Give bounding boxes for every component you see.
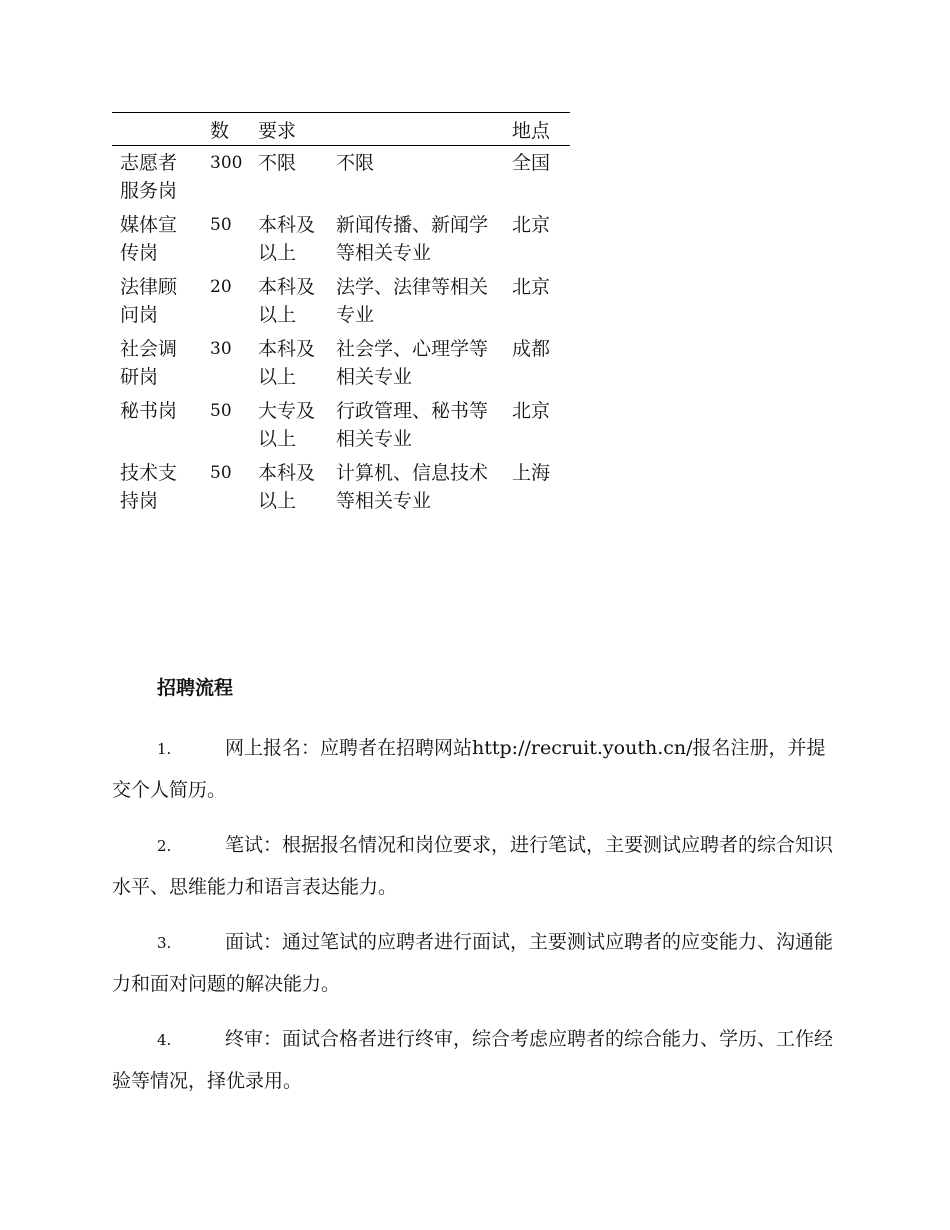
step-number: 3.	[157, 934, 172, 952]
positions-table-wrapper	[112, 112, 570, 518]
table-row	[112, 208, 570, 270]
step-text: 面试：通过笔试的应聘者进行面试，主要测试应聘者的应变能力、沟通能力和面对问题的解决能力。	[112, 931, 834, 995]
cell-location: 成都	[512, 338, 551, 360]
cell-position: 志愿者服务岗	[120, 152, 178, 202]
section-heading: 招聘流程	[157, 677, 234, 699]
header-cell-location: 地点	[512, 120, 551, 142]
cell-location: 上海	[512, 462, 551, 484]
cell-education: 本科及以上	[258, 338, 316, 388]
cell-major: 社会学、心理学等相关专业	[336, 338, 489, 388]
cell-count: 300	[210, 153, 243, 173]
cell-major: 不限	[336, 152, 375, 174]
table-header-row	[112, 113, 570, 146]
cell-position: 媒体宣传岗	[120, 214, 178, 264]
cell-count: 20	[210, 277, 232, 297]
step-number: 1.	[157, 740, 172, 758]
step-number: 4.	[157, 1031, 172, 1049]
header-cell-education: 要求	[258, 120, 297, 142]
table-row	[112, 394, 570, 456]
cell-major: 法学、法律等相关专业	[336, 276, 489, 326]
table-row	[112, 146, 570, 209]
process-step	[112, 825, 834, 908]
cell-position: 法律顾问岗	[120, 276, 178, 326]
process-step	[112, 922, 834, 1005]
cell-education: 本科及以上	[258, 276, 316, 326]
cell-count: 50	[210, 463, 232, 483]
process-step	[112, 728, 834, 811]
cell-count: 50	[210, 215, 232, 235]
cell-position: 技术支持岗	[120, 462, 178, 512]
step-text: 笔试：根据报名情况和岗位要求，进行笔试，主要测试应聘者的综合知识水平、思维能力和语言表达能力。	[112, 834, 834, 898]
cell-location: 北京	[512, 214, 551, 236]
cell-education: 本科及以上	[258, 462, 316, 512]
step-text: 网上报名：应聘者在招聘网站http://recruit.youth.cn/报名注册，并提交个人简历。	[112, 737, 826, 801]
cell-location: 全国	[512, 152, 551, 174]
cell-location: 北京	[512, 400, 551, 422]
positions-table	[112, 112, 570, 518]
cell-education: 本科及以上	[258, 214, 316, 264]
cell-major: 行政管理、秘书等相关专业	[336, 400, 489, 450]
header-cell-count: 数	[210, 120, 230, 142]
header-cell-position	[112, 113, 202, 146]
cell-position: 社会调研岗	[120, 338, 178, 388]
cell-location: 北京	[512, 276, 551, 298]
table-row	[112, 332, 570, 394]
table-row	[112, 456, 570, 518]
step-number: 2.	[157, 837, 172, 855]
cell-count: 50	[210, 401, 232, 421]
table-row	[112, 270, 570, 332]
cell-education: 大专及以上	[258, 400, 316, 450]
step-text: 终审：面试合格者进行终审，综合考虑应聘者的综合能力、学历、工作经验等情况，择优录用。	[112, 1028, 834, 1092]
cell-education: 不限	[258, 152, 297, 174]
header-cell-major	[328, 113, 504, 146]
cell-position: 秘书岗	[120, 400, 178, 422]
cell-major: 新闻传播、新闻学等相关专业	[336, 214, 489, 264]
process-steps	[112, 728, 834, 1116]
cell-major: 计算机、信息技术等相关专业	[336, 462, 489, 512]
cell-count: 30	[210, 339, 232, 359]
process-step	[112, 1019, 834, 1102]
